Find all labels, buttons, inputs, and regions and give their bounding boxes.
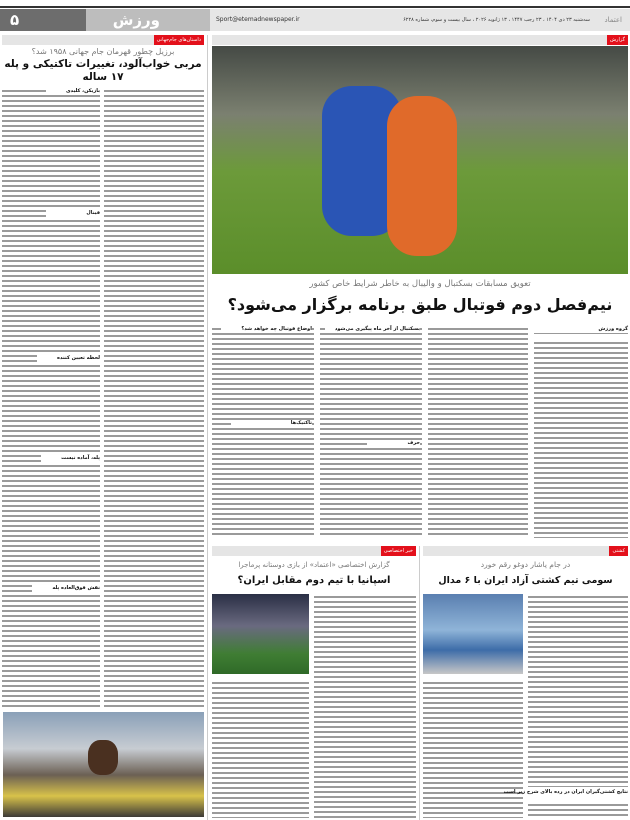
kicker: در جام یاشار دوغو رقم خورد bbox=[480, 560, 571, 569]
subhead: لحظه تعیین کننده bbox=[37, 355, 100, 362]
subhead: نتایج کشتی‌گیران ایران در رده بالای شرح زیر است bbox=[528, 789, 628, 799]
date-line: سه‌شنبه ۲۳ دی ۱۴۰۴ ، ۲۳ رجب ۱۴۴۷ ، ۱۳ ژانویه ۲۰۲۶ ، سال بیست و سوم، شماره ۶۲۲۸ bbox=[403, 17, 590, 23]
player-figure bbox=[88, 740, 118, 775]
headline: سومی تیم کشتی آزاد ایران با ۶ مدال bbox=[438, 575, 613, 586]
headline: مربی خواب‌آلود، تغییرات تاکتیکی و پله ۱۷ ساله bbox=[4, 58, 202, 83]
section-title: ورزش bbox=[86, 9, 210, 31]
headline: نیم‌فصل دوم فوتبال طبق برنامه برگزار می‌شود؟ bbox=[227, 295, 613, 314]
column-divider bbox=[419, 546, 420, 820]
article-column bbox=[212, 326, 314, 538]
article-column bbox=[2, 88, 100, 708]
player-orange bbox=[387, 96, 457, 256]
section-tag: داستان‌های جام‌جهانی bbox=[154, 35, 204, 45]
left-tag-bar bbox=[2, 35, 204, 45]
newspaper-logo: اعتماد bbox=[604, 16, 622, 24]
subhead: بسکتبال از آخر ماه پیگیری می‌شود bbox=[325, 326, 420, 333]
column-divider bbox=[207, 35, 208, 820]
header-bar bbox=[210, 9, 630, 31]
subhead: اوضاع فوتبال چه خواهد شد؟ bbox=[221, 326, 312, 333]
article-column bbox=[528, 802, 628, 818]
byline: گروه ورزش bbox=[534, 326, 628, 334]
kicker: گزارش اختصاصی «اعتماد» از بازی دوستانه پرماجرا bbox=[238, 561, 390, 569]
page-number: ۵ bbox=[0, 9, 86, 31]
article-column bbox=[320, 326, 422, 538]
kicker: تعویق مسابقات بسکتبال و والیبال به خاطر شرایط خاص کشور bbox=[309, 279, 531, 289]
kicker: برزیل چطور قهرمان جام جهانی ۱۹۵۸ شد؟ bbox=[31, 47, 175, 56]
headline: اسپانیا با تیم دوم مقابل ایران؟ bbox=[237, 575, 391, 586]
article-column bbox=[314, 594, 416, 818]
wrestling-tag-bar bbox=[423, 546, 628, 556]
article-column bbox=[528, 594, 628, 787]
article-column bbox=[212, 680, 309, 818]
article-column bbox=[104, 88, 204, 708]
pele-celebration-photo bbox=[3, 712, 204, 817]
exclusive-tag-bar bbox=[212, 546, 416, 556]
subhead: نقش فوق‌العاده پله bbox=[32, 585, 100, 592]
wrestling-team-photo bbox=[423, 594, 523, 674]
football-match-photo bbox=[212, 46, 628, 274]
section-tag: خبر اختصاصی bbox=[381, 546, 416, 556]
subhead: فینال bbox=[46, 210, 100, 217]
subhead: حرف bbox=[367, 440, 420, 447]
main-tag-bar bbox=[212, 35, 628, 45]
article-column bbox=[428, 326, 528, 538]
article-column bbox=[423, 680, 523, 818]
article-column bbox=[534, 340, 628, 538]
subhead: تاکتیک‌ها bbox=[231, 420, 312, 427]
top-rule bbox=[0, 6, 630, 8]
email[interactable]: Sport@etemadnewspaper.ir bbox=[216, 16, 300, 23]
subhead: بازیکن، کلیدی bbox=[46, 88, 100, 95]
section-tag: گزارش bbox=[607, 35, 628, 45]
match-photo bbox=[212, 594, 309, 674]
subhead: پله، آماده نیست bbox=[41, 455, 100, 462]
section-tag: کشتی bbox=[609, 546, 628, 556]
